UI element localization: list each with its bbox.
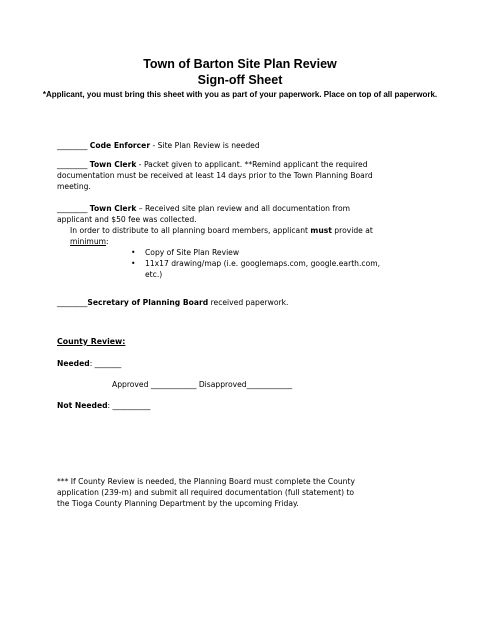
county-needed-line: [57, 358, 387, 369]
secretary-role: Secretary of Planning Board: [87, 298, 209, 307]
signoff-blank: ________: [57, 141, 88, 150]
distribution-instructions: [57, 225, 387, 247]
town-clerk-received-text: – Received site plan review and all documentation from applicant and $50 fee was collected.: [57, 204, 351, 224]
county-not-needed-line: [57, 400, 387, 411]
town-clerk-packet-paragraph: [57, 159, 387, 192]
applicant-note: *Applicant, you must bring this sheet with you as part of your paperwork. Place on top of all paperwork.: [42, 90, 438, 99]
signoff-blank: ________: [57, 204, 88, 213]
document-subtitle: Sign-off Sheet: [197, 73, 283, 87]
secretary-text: received paperwork.: [208, 298, 289, 307]
distribution-text: In order to distribute to all planning board members, applicant: [70, 226, 311, 235]
signoff-blank: ________: [57, 298, 88, 307]
not-needed-blank: : __________: [107, 401, 151, 410]
list-item: • 11x17 drawing/map (i.e. googlemaps.com, google.earth.com, etc.): [114, 258, 387, 280]
secretary-line: [57, 297, 387, 308]
minimum-emphasis: minimum: [70, 237, 107, 246]
town-clerk-role: Town Clerk: [89, 204, 137, 213]
must-emphasis: must: [310, 226, 332, 235]
distribution-colon: :: [106, 237, 109, 246]
county-review-footnote: *** If County Review is needed, the Planning Board must complete the County application (239-m) and submit all required documentation (full statement) to the Tioga County Planning Department by the upcoming Friday.: [57, 477, 355, 508]
list-item: • Copy of Site Plan Review: [114, 247, 387, 258]
required-items-list: [57, 247, 387, 280]
code-enforcer-text: - Site Plan Review is needed: [150, 141, 260, 150]
document-title: Town of Barton Site Plan Review: [143, 57, 337, 71]
code-enforcer-line: [57, 140, 387, 151]
not-needed-label: Not Needed: [57, 401, 108, 410]
county-review-heading: County Review:: [57, 337, 126, 346]
approval-line: Approved ____________ Disapproved____________: [112, 380, 293, 389]
distribution-text-mid: provide at: [331, 226, 373, 235]
needed-label: Needed: [57, 359, 90, 368]
needed-blank: : _______: [89, 359, 122, 368]
town-clerk-packet-text: - Packet given to applicant. **Remind applicant the required documentation must be received at least 14 days prior to the Town Planning Board meeting.: [57, 160, 373, 191]
town-clerk-role: Town Clerk: [89, 160, 137, 169]
code-enforcer-role: Code Enforcer: [89, 141, 151, 150]
signoff-blank: ________: [57, 160, 88, 169]
town-clerk-received-paragraph: [57, 203, 387, 280]
